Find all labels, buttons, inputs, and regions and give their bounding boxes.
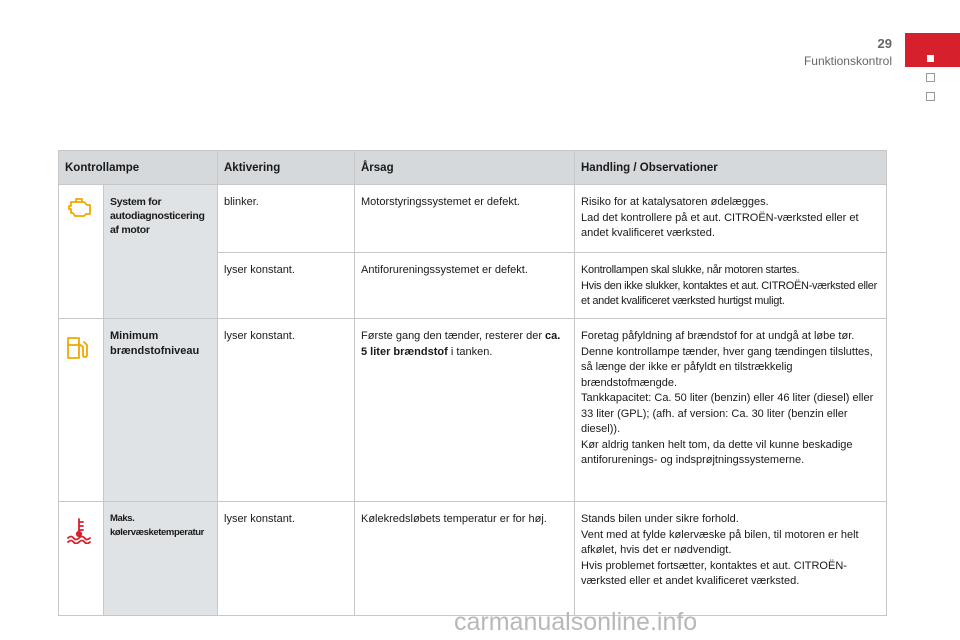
action-line: Kontrollampen skal slukke, når motoren startes. bbox=[581, 264, 800, 276]
header-kontrollampe: Kontrollampe bbox=[59, 151, 218, 185]
warning-lamp-table bbox=[58, 150, 887, 616]
action-line: Denne kontrollampe tænder, hver gang tændingen tilsluttes, så længe der ikke er påfyldt en tilstrækkelig brændstofmængde. bbox=[581, 345, 873, 389]
cause-suffix: i tanken. bbox=[447, 345, 493, 358]
page-number: 29 bbox=[877, 36, 892, 51]
header-handling: Handling / Observationer bbox=[575, 151, 887, 185]
section-title: Funktionskontrol bbox=[803, 54, 892, 68]
action-line: Hvis den ikke slukker, kontaktes et aut. CITROËN-værksted eller et andet kvalificeret værksted hurtigst muligt. bbox=[581, 279, 877, 307]
chapter-marker-icon bbox=[927, 55, 934, 62]
action-text bbox=[575, 502, 887, 616]
action-line: Vent med at fylde kølervæske på bilen, til motoren er helt afkølet, hvis det er nødvendigt. bbox=[581, 528, 859, 556]
icon-cell bbox=[59, 502, 104, 616]
cause-text: Antiforureningssystemet er defekt. bbox=[355, 253, 575, 319]
icon-cell bbox=[59, 319, 104, 502]
icon-cell bbox=[59, 185, 104, 319]
cause-prefix: Første gang den tænder, resterer der bbox=[361, 330, 546, 342]
table-row bbox=[59, 319, 887, 502]
table-row bbox=[59, 502, 887, 616]
cause-text: Motorstyringssystemet er defekt. bbox=[355, 185, 575, 253]
action-line: Kør aldrig tanken helt tom, da dette vil kunne beskadige antiforurenings- og indsprøjtningssystemerne. bbox=[581, 438, 853, 466]
fuel-pump-icon bbox=[65, 335, 91, 361]
action-line: Hvis problemet fortsætter, kontaktes et aut. CITROËN-værksted eller et andet kvalificeret værksted. bbox=[581, 559, 847, 587]
action-line: Foretag påfyldning af brændstof for at undgå at løbe tør. bbox=[581, 330, 855, 342]
cause-text: Kølekredsløbets temperatur er for høj. bbox=[355, 502, 575, 616]
action-line: Risiko for at katalysatoren ødelægges. bbox=[581, 196, 769, 208]
action-text bbox=[575, 253, 887, 319]
header-aktivering: Aktivering bbox=[218, 151, 355, 185]
nav-square-2[interactable] bbox=[926, 92, 935, 101]
watermark-text: carmanualsonline.info bbox=[454, 608, 698, 636]
action-text bbox=[575, 185, 887, 253]
lamp-name: Minimum brændstofniveau bbox=[104, 319, 218, 502]
activation-text: lyser konstant. bbox=[218, 502, 355, 616]
action-line: Stands bilen under sikre forhold. bbox=[581, 513, 739, 525]
action-line: Lad det kontrollere på et aut. CITROËN-værksted eller et andet kvalificeret værksted. bbox=[581, 211, 859, 239]
table-header-row bbox=[59, 151, 887, 185]
activation-text: blinker. bbox=[218, 185, 355, 253]
header-aarsag: Årsag bbox=[355, 151, 575, 185]
activation-text: lyser konstant. bbox=[218, 253, 355, 319]
cause-bold: ca. 5 liter brændstof bbox=[361, 330, 561, 358]
coolant-temperature-icon bbox=[65, 516, 93, 544]
engine-diagnostic-icon bbox=[65, 197, 95, 219]
table-row bbox=[59, 185, 887, 253]
action-line: Tankkapacitet: Ca. 50 liter (benzin) eller 46 liter (diesel) eller 33 liter (GPL); (afh. af version: Ca. 30 liter (benzin eller diesel)). bbox=[581, 392, 874, 435]
activation-text: lyser konstant. bbox=[218, 319, 355, 502]
lamp-name: System for autodiagnosticering af motor bbox=[104, 185, 218, 319]
nav-square-1[interactable] bbox=[926, 73, 935, 82]
chapter-tab[interactable] bbox=[905, 33, 960, 67]
action-text bbox=[575, 319, 887, 502]
lamp-name: Maks. kølervæsketemperatur bbox=[104, 502, 218, 616]
cause-text bbox=[355, 319, 575, 502]
